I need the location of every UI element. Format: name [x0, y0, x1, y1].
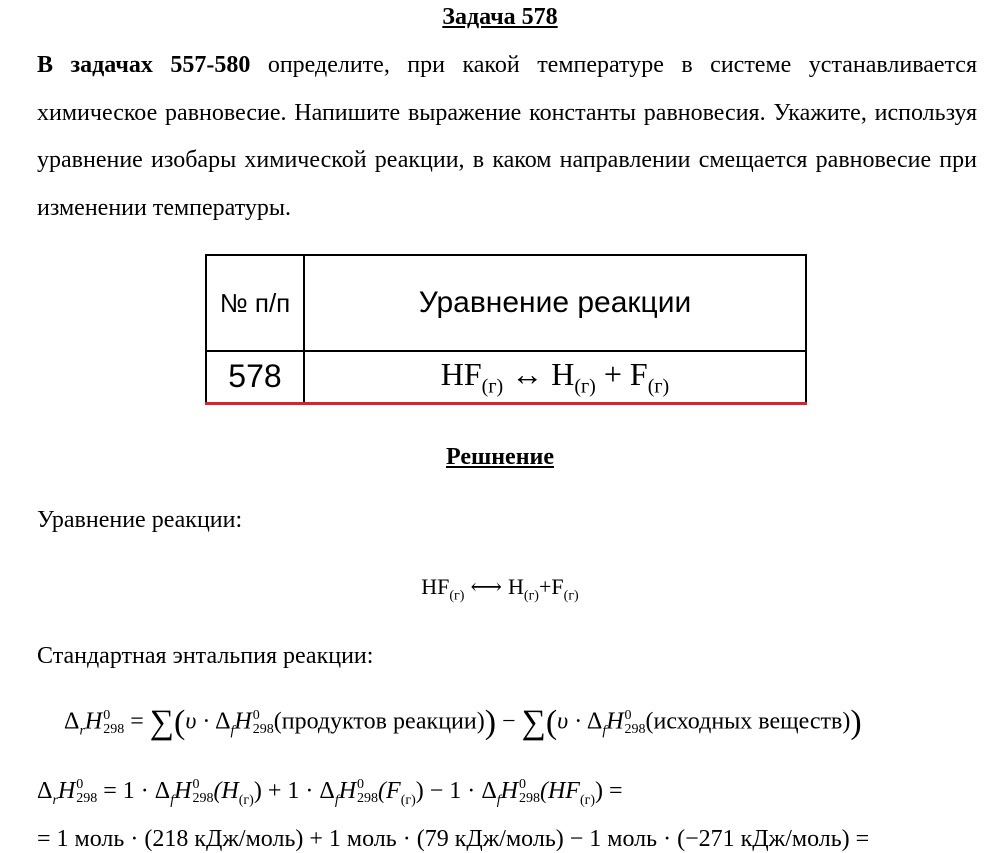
enthalpy-values: = 1 моль · (218 кДж/моль) + 1 моль · (79 кДж/моль) − 1 моль · (−271 кДж/моль) =: [37, 826, 870, 852]
task-description: [37, 42, 977, 232]
enthalpy-formula: $\Delta_rH$ 0 298 = $\sum(\upsilon \cdot \Delta_fH$ 0 298 (продуктов реакции)) − $\sum(\upsilon \cdot \Delta_fH$ 0 298 (исходных веществ)): [64, 704, 862, 741]
header-equation: Уравнение реакции: [304, 255, 806, 351]
table-underline: [205, 402, 807, 405]
page-title: Задача 578: [442, 4, 558, 30]
reaction-table: [205, 254, 807, 404]
task-text: определите, при какой температуре в системе устанавливается химическое равновесие. Напишите выражение константы равновесия. Укажите, используя уравнение изобары химической реакции, в каком направлении смещается равновесие при изменении температуры.: [37, 52, 977, 221]
task-range: В задачах 557-580: [37, 52, 251, 78]
enthalpy-label: Стандартная энтальпия реакции:: [37, 643, 374, 669]
row-equation: $HF_{(г)}$ ↔ $H_{(г)} + F_{(г)}$: [304, 351, 806, 403]
header-number: № п/п: [206, 255, 304, 351]
enthalpy-calculation: $\Delta_rH$ 0 298 = $1 \cdot \Delta_fH$ 0 298 $(H_{(г)}) + 1 \cdot \Delta_fH$ 0 298 $(F_{(г)}) - 1 \cdot \Delta_fH$ 0 298 $(HF_{(г)})$ =: [37, 777, 623, 808]
row-number: 578: [206, 351, 304, 403]
solution-title: Решнение: [445, 444, 555, 470]
reaction-label: Уравнение реакции:: [37, 507, 243, 533]
reaction-equation: $HF_{(г)}$ ⟷ $H_{(г)}+F_{(г)}$: [421, 574, 579, 604]
